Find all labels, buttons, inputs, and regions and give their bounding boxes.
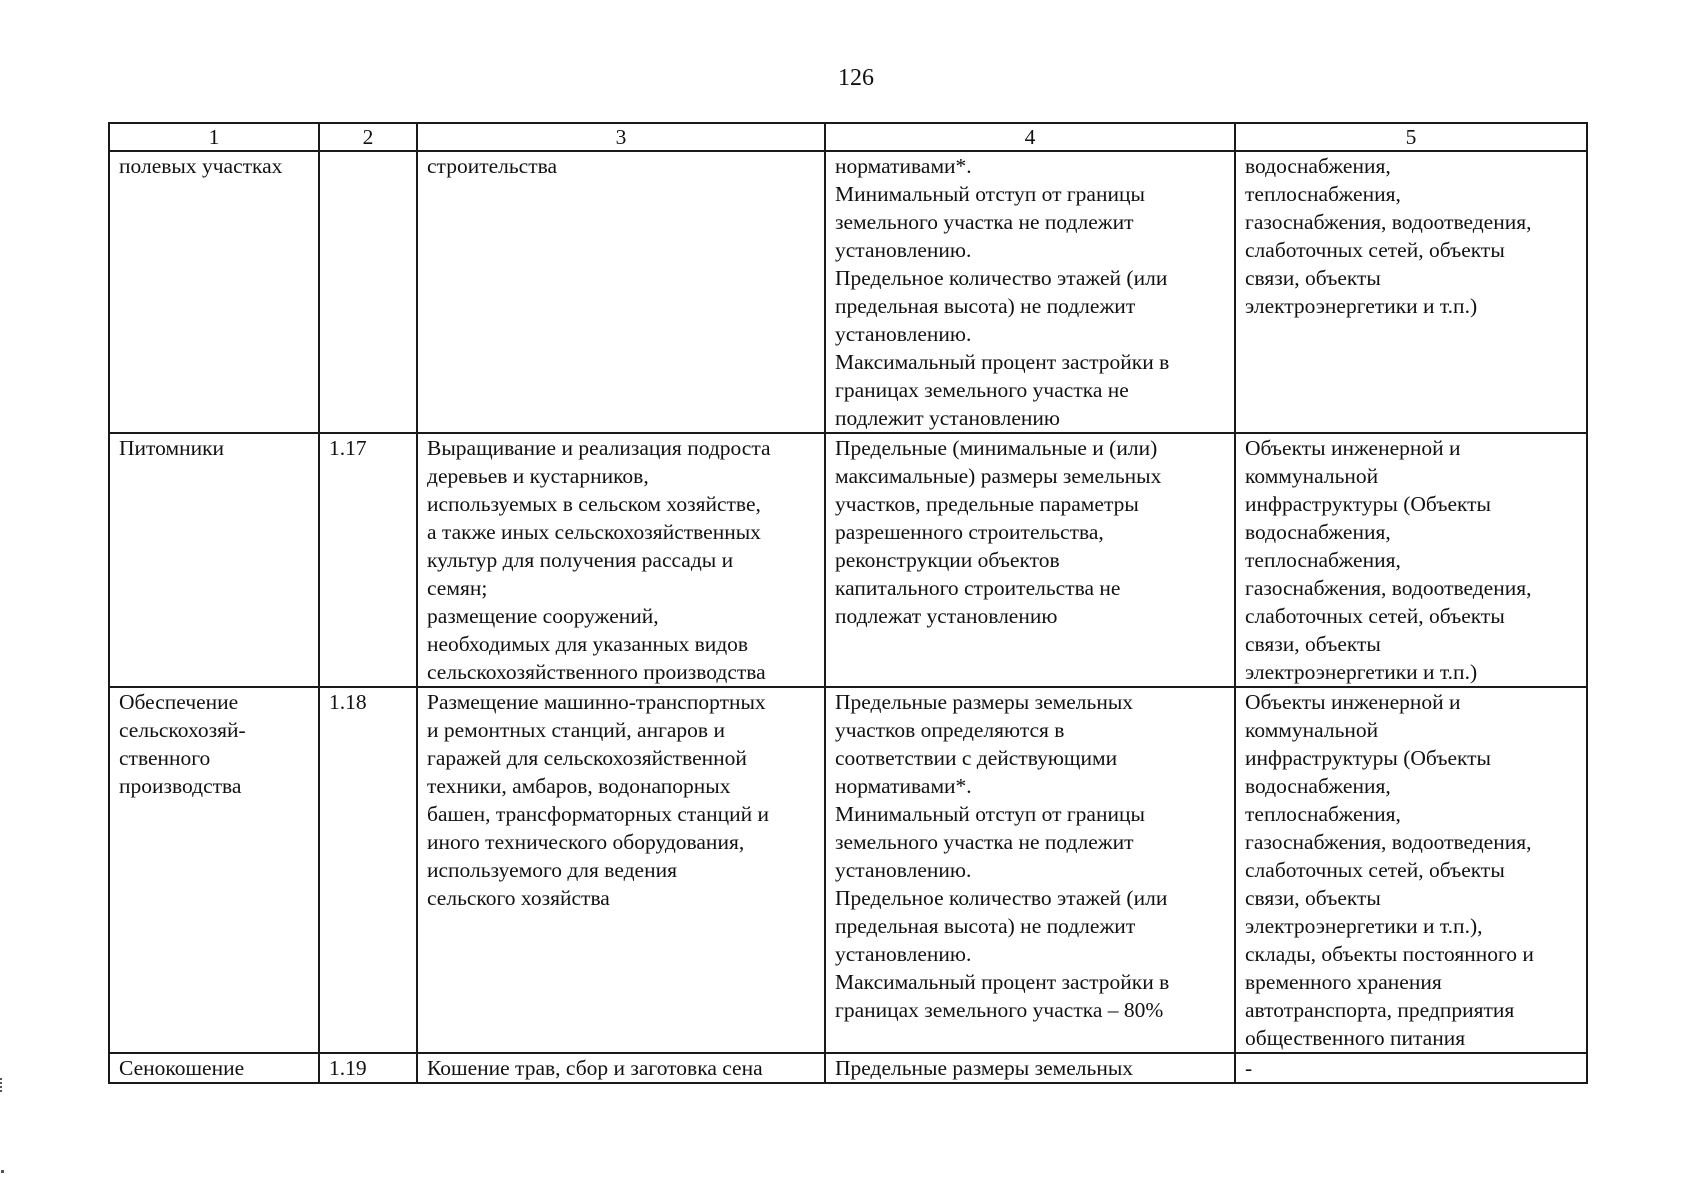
cell-auxiliary-objects (1235, 151, 1587, 433)
table-row (109, 433, 1587, 687)
cell-text-line: 1.19 (329, 1056, 367, 1080)
cell-text-line: 1.17 (329, 436, 367, 460)
column-header-1: 1 (109, 123, 319, 151)
cell-text-line: Минимальный отступ от границы (835, 182, 1145, 206)
cell-use-code (319, 687, 417, 1053)
cell-text-line: строительства (427, 154, 558, 178)
cell-text-line: нормативами*. (835, 774, 972, 798)
cell-text-line: связи, объекты (1245, 266, 1381, 290)
cell-text-line: Обеспечение (119, 690, 239, 714)
table-row (109, 687, 1587, 1053)
cell-text-line: производства (119, 774, 242, 798)
cell-text-line: 1.18 (329, 690, 367, 714)
scan-margin-mark (0, 1078, 6, 1092)
cell-text-line: слаботочных сетей, объекты (1245, 858, 1505, 882)
cell-text-line: связи, объекты (1245, 632, 1381, 656)
cell-text-line: газоснабжения, водоотведения, (1245, 830, 1532, 854)
cell-text-line: нормативами*. (835, 154, 972, 178)
cell-auxiliary-objects (1235, 1053, 1587, 1083)
cell-text-line: ственного (119, 746, 211, 770)
cell-text-line: электроэнергетики и т.п.) (1245, 660, 1478, 684)
cell-text-line: установлению. (835, 942, 972, 966)
cell-parameters (825, 687, 1235, 1053)
cell-text-line: границах земельного участка – 80% (835, 998, 1164, 1022)
cell-text-line: Максимальный процент застройки в (835, 970, 1170, 994)
cell-text-line: газоснабжения, водоотведения, (1245, 210, 1532, 234)
cell-text-line: установлению. (835, 322, 972, 346)
cell-land-use-name (109, 151, 319, 433)
cell-text-line: электроэнергетики и т.п.) (1245, 294, 1478, 318)
cell-text-line: газоснабжения, водоотведения, (1245, 576, 1532, 600)
cell-use-description (417, 433, 825, 687)
cell-text-line: теплоснабжения, (1245, 182, 1401, 206)
cell-text-line: Кошение трав, сбор и заготовка сена (427, 1056, 763, 1080)
scan-margin-dot (1, 1170, 4, 1173)
cell-use-code (319, 433, 417, 687)
cell-text-line: коммунальной (1245, 718, 1379, 742)
cell-text-line: предельная высота) не подлежит (835, 914, 1136, 938)
page-number: 126 (838, 65, 874, 91)
cell-use-code (319, 1053, 417, 1083)
cell-text-line: капитального строительства не (835, 576, 1121, 600)
cell-text-line: Предельное количество этажей (или (835, 266, 1168, 290)
table-body (109, 151, 1587, 1083)
cell-text-line: а также иных сельскохозяйственных (427, 520, 761, 544)
cell-use-code (319, 151, 417, 433)
cell-text-line: связи, объекты (1245, 886, 1381, 910)
cell-text-line: временного хранения (1245, 970, 1442, 994)
cell-text-line: разрешенного строительства, (835, 520, 1104, 544)
cell-text-line: инфраструктуры (Объекты (1245, 746, 1492, 770)
column-header-4: 4 (825, 123, 1235, 151)
cell-use-description (417, 151, 825, 433)
cell-text-line: участков, предельные параметры (835, 492, 1139, 516)
cell-auxiliary-objects (1235, 687, 1587, 1053)
cell-text-line: подлежит установлению (835, 406, 1060, 430)
cell-land-use-name (109, 687, 319, 1053)
cell-text-line: предельная высота) не подлежит (835, 294, 1136, 318)
cell-text-line: и ремонтных станций, ангаров и (427, 718, 725, 742)
cell-text-line: Объекты инженерной и (1245, 690, 1461, 714)
cell-text-line (329, 152, 407, 180)
column-header-3: 3 (417, 123, 825, 151)
cell-use-description (417, 687, 825, 1053)
cell-text-line: сельского хозяйства (427, 886, 610, 910)
cell-text-line: Предельные размеры земельных (835, 690, 1134, 714)
cell-text-line: культур для получения рассады и (427, 548, 734, 572)
cell-text-line: общественного питания (1245, 1026, 1466, 1050)
cell-text-line: инфраструктуры (Объекты (1245, 492, 1492, 516)
cell-text-line: коммунальной (1245, 464, 1379, 488)
cell-text-line: Предельные (минимальные и (или) (835, 436, 1158, 460)
cell-text-line: электроэнергетики и т.п.), (1245, 914, 1483, 938)
cell-text-line: слаботочных сетей, объекты (1245, 238, 1505, 262)
cell-text-line: водоснабжения, (1245, 774, 1391, 798)
cell-text-line: максимальные) размеры земельных (835, 464, 1162, 488)
cell-text-line: необходимых для указанных видов (427, 632, 749, 656)
zoning-table (108, 122, 1588, 1084)
column-number-row (109, 123, 1587, 151)
cell-text-line: гаражей для сельскохозяйственной (427, 746, 747, 770)
cell-text-line: иного технического оборудования, (427, 830, 745, 854)
cell-text-line: реконструкции объектов (835, 548, 1060, 572)
cell-text-line: башен, трансформаторных станций и (427, 802, 769, 826)
cell-text-line: техники, амбаров, водонапорных (427, 774, 731, 798)
cell-text-line: Объекты инженерной и (1245, 436, 1461, 460)
cell-text-line: слаботочных сетей, объекты (1245, 604, 1505, 628)
cell-text-line: Размещение машинно-транспортных (427, 690, 766, 714)
cell-land-use-name (109, 1053, 319, 1083)
cell-text-line: Предельные размеры земельных (835, 1056, 1134, 1080)
cell-land-use-name (109, 433, 319, 687)
cell-text-line: теплоснабжения, (1245, 802, 1401, 826)
cell-text-line: Выращивание и реализация подроста (427, 436, 771, 460)
cell-text-line: Сенокошение (119, 1056, 245, 1080)
cell-use-description (417, 1053, 825, 1083)
cell-text-line: деревьев и кустарников, (427, 464, 649, 488)
cell-text-line: земельного участка не подлежит (835, 830, 1134, 854)
cell-text-line: используемых в сельском хозяйстве, (427, 492, 761, 516)
cell-text-line: Максимальный процент застройки в (835, 350, 1170, 374)
column-header-2: 2 (319, 123, 417, 151)
cell-text-line: склады, объекты постоянного и (1245, 942, 1534, 966)
cell-text-line: участков определяются в (835, 718, 1065, 742)
cell-text-line: размещение сооружений, (427, 604, 659, 628)
cell-text-line: - (1245, 1056, 1253, 1080)
cell-auxiliary-objects (1235, 433, 1587, 687)
cell-text-line: Питомники (119, 436, 225, 460)
cell-text-line: Предельное количество этажей (или (835, 886, 1168, 910)
cell-parameters (825, 433, 1235, 687)
cell-text-line: Минимальный отступ от границы (835, 802, 1145, 826)
cell-text-line: водоснабжения, (1245, 154, 1391, 178)
cell-text-line: земельного участка не подлежит (835, 210, 1134, 234)
cell-text-line: используемого для ведения (427, 858, 677, 882)
cell-text-line: водоснабжения, (1245, 520, 1391, 544)
column-header-5: 5 (1235, 123, 1587, 151)
cell-text-line: подлежат установлению (835, 604, 1058, 628)
cell-text-line: теплоснабжения, (1245, 548, 1401, 572)
cell-text-line: соответствии с действующими (835, 746, 1118, 770)
cell-text-line: сельскохозяйственного производства (427, 660, 766, 684)
cell-text-line: сельскохозяй- (119, 718, 246, 742)
cell-text-line: полевых участках (119, 154, 283, 178)
table-row (109, 151, 1587, 433)
cell-text-line: семян; (427, 576, 488, 600)
cell-text-line: установлению. (835, 238, 972, 262)
cell-text-line: автотранспорта, предприятия (1245, 998, 1515, 1022)
cell-text-line: границах земельного участка не (835, 378, 1129, 402)
cell-parameters (825, 1053, 1235, 1083)
cell-text-line: установлению. (835, 858, 972, 882)
table-row (109, 1053, 1587, 1083)
cell-parameters (825, 151, 1235, 433)
